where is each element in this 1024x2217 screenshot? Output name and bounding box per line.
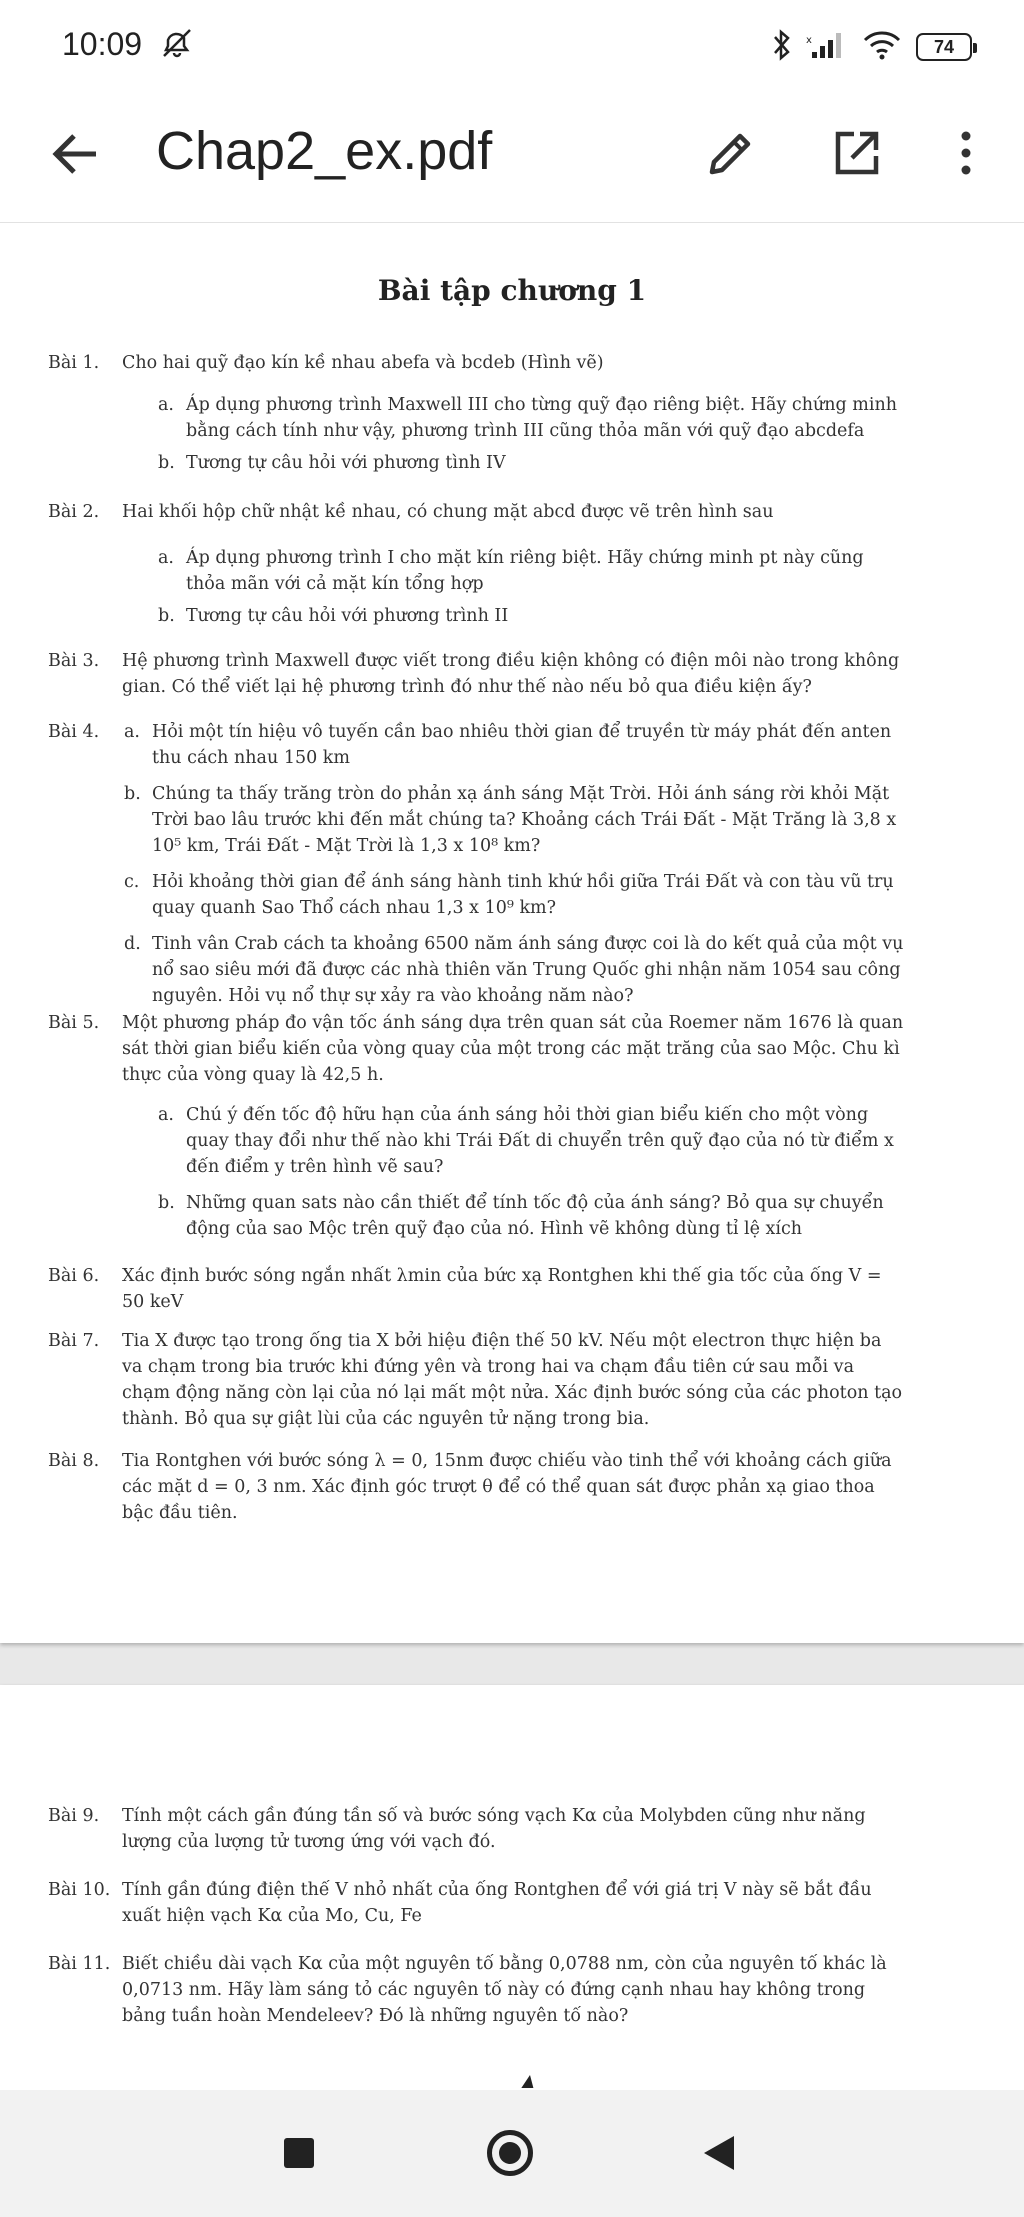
exercise-part-a: a. Áp dụng phương trình Maxwell III cho từng quỹ đạo riêng biệt. Hãy chứng minh bằng cách tính như vậy, phương trình III cũng thỏa mãn với quỹ đạo abcdefa (158, 395, 898, 441)
exercise-5 (48, 1010, 904, 1242)
exercise-3 (48, 648, 904, 700)
exercise-10 (48, 1877, 904, 1929)
signal-icon (806, 30, 848, 64)
recent-apps-icon[interactable] (284, 2138, 314, 2168)
status-bar (0, 0, 1024, 92)
bluetooth-icon (772, 28, 792, 66)
exercise-7 (48, 1328, 904, 1432)
svg-text:x: x (806, 35, 812, 46)
page-heading: Bài tập chương 1 (377, 274, 647, 307)
pdf-viewer[interactable] (0, 223, 1024, 2088)
more-options-icon[interactable] (944, 122, 988, 184)
exercise-text: Hệ phương trình Maxwell được viết trong điều kiện không có điện môi nào trong không gian. Có thể viết lại hệ phương trình đó như thế nào nếu bỏ qua điều kiện ấy? (122, 651, 900, 697)
exercise-label: Bài 11. (48, 1954, 111, 1974)
exercise-text: Tính gần đúng điện thế V nhỏ nhất của ống Rontghen để với giá trị V này sẽ bắt đầu xuất hiện vạch Kα của Mo, Cu, Fe (122, 1880, 872, 1926)
exercise-label: Bài 4. (48, 722, 100, 742)
exercise-part-b: b. Tương tự câu hỏi với phương trình II (158, 606, 509, 626)
exercise-text: Tia Rontghen với bước sóng λ = 0, 15nm được chiếu vào tinh thể với khoảng cách giữa các mặt d = 0, 3 nm. Xác định góc trượt θ để có thể quan sát được phản xạ giao thoa bậc đầu tiên. (122, 1451, 892, 1523)
exercise-text: Tia X được tạo trong ống tia X bởi hiệu điện thế 50 kV. Nếu một electron thực hiện ba va chạm trong bia trước khi đứng yên và trong hai va chạm đầu tiên cứ sau mỗi va chạm động năng còn lại của nó lại mất một nửa. Xác định bước sóng của các photon tạo thành. Bỏ qua sự giật lùi của các nguyên tử nặng trong bia. (122, 1331, 903, 1429)
app-bar (0, 92, 1024, 223)
exercise-part-b: b. Những quan sats nào cần thiết để tính tốc độ của ánh sáng? Bỏ qua sự chuyển động của sao Mộc trên quỹ đạo của nó. Hình vẽ không dùng tỉ lệ xích (158, 1193, 884, 1239)
exercise-8 (48, 1448, 904, 1526)
exercise-part-a: a. Áp dụng phương trình I cho mặt kín riêng biệt. Hãy chứng minh pt này cũng thỏa mãn với cả mặt kín tổng hợp (158, 548, 864, 594)
exercise-2 (48, 499, 904, 629)
exercise-part-a: a. Hỏi một tín hiệu vô tuyến cần bao nhiêu thời gian để truyền từ máy phát đến anten thu cách nhau 150 km (124, 722, 892, 768)
exercise-4 (48, 719, 904, 1009)
exercise-label: Bài 7. (48, 1331, 100, 1351)
exercise-label: Bài 3. (48, 651, 100, 671)
exercise-1 (48, 350, 904, 476)
navigation-bar (0, 2090, 1024, 2217)
pdf-page-1 (0, 223, 1024, 1643)
exercise-text: Cho hai quỹ đạo kín kề nhau abefa và bcdeb (Hình vẽ) (122, 353, 604, 373)
exercise-6 (48, 1263, 904, 1315)
exercise-text: Một phương pháp đo vận tốc ánh sáng dựa trên quan sát của Roemer năm 1676 là quan sát thời gian biểu kiến của vòng quay của một trong các mặt trăng của sao Mộc. Chu kì thực của vòng quay là 42,5 h. (122, 1013, 904, 1085)
exercise-text: Hai khối hộp chữ nhật kề nhau, có chung mặt abcd được vẽ trên hình sau (122, 502, 774, 522)
pdf-page-2 (0, 1685, 1024, 2088)
status-time: 10:09 (62, 26, 143, 62)
exercise-part-c: c. Hỏi khoảng thời gian để ánh sáng hành tinh khứ hồi giữa Trái Đất và con tàu vũ trụ quay quanh Sao Thổ cách nhau 1,3 x 10⁹ km? (124, 872, 894, 918)
exercise-part-d: d. Tinh vân Crab cách ta khoảng 6500 năm ánh sáng được coi là do kết quả của một vụ nổ sao siêu mới đã được các nhà thiên văn Trung Quốc ghi nhận năm 1054 sau công nguyên. Hỏi vụ nổ thự sự xảy ra vào khoảng năm nào? (124, 934, 904, 1006)
exercise-text: Biết chiều dài vạch Kα của một nguyên tố bằng 0,0788 nm, còn của nguyên tố khác là 0,0713 nm. Hãy làm sáng tỏ các nguyên tố này có đứng cạnh nhau hay không trong bảng tuần hoàn Mendeleev? Đó là những nguyên tố nào? (122, 1954, 887, 2026)
exercise-9 (48, 1803, 904, 1855)
document-title: Chap2_ex.pdf (156, 121, 493, 181)
exercise-part-b: b. Chúng ta thấy trăng tròn do phản xạ ánh sáng Mặt Trời. Hỏi ánh sáng rời khỏi Mặt Trời bao lâu trước khi đến mắt chúng ta? Khoảng cách Trái Đất - Mặt Trăng là 3,8 x 10⁵ km, Trái Đất - Mặt Trời là 1,3 x 10⁸ km? (124, 784, 897, 856)
exercise-label: Bài 5. (48, 1013, 100, 1033)
wifi-icon (862, 30, 902, 64)
exercise-11 (48, 1951, 904, 2029)
battery-icon: 74 (916, 33, 972, 61)
exercise-label: Bài 2. (48, 502, 100, 522)
exercise-part-a: a. Chú ý đến tốc độ hữu hạn của ánh sáng hỏi thời gian biểu kiến cho một vòng quay thay đổi như thế nào khi Trái Đất di chuyển trên quỹ đạo của nó từ điểm x đến điểm y trên hình vẽ sau? (158, 1105, 894, 1177)
exercise-label: Bài 10. (48, 1880, 111, 1900)
edit-pencil-icon[interactable] (700, 122, 762, 184)
exercise-label: Bài 9. (48, 1806, 100, 1826)
exercise-part-b: b. Tương tự câu hỏi với phương tình IV (158, 453, 506, 473)
back-arrow-icon[interactable] (44, 122, 108, 186)
back-triangle-icon[interactable] (704, 2136, 734, 2170)
home-icon[interactable] (487, 2130, 533, 2176)
exercise-label: Bài 8. (48, 1451, 100, 1471)
open-in-new-icon[interactable] (826, 122, 888, 184)
figure-fragment (450, 2065, 590, 2088)
exercise-text: Xác định bước sóng ngắn nhất λmin của bức xạ Rontghen khi thế gia tốc của ống V = 50 keV (122, 1266, 882, 1312)
exercise-text: Tính một cách gần đúng tần số và bước sóng vạch Kα của Molybden cũng như năng lượng của lượng tử tương ứng với vạch đó. (122, 1806, 866, 1852)
do-not-disturb-icon (160, 28, 194, 62)
exercise-label: Bài 1. (48, 353, 100, 373)
exercise-label: Bài 6. (48, 1266, 100, 1286)
